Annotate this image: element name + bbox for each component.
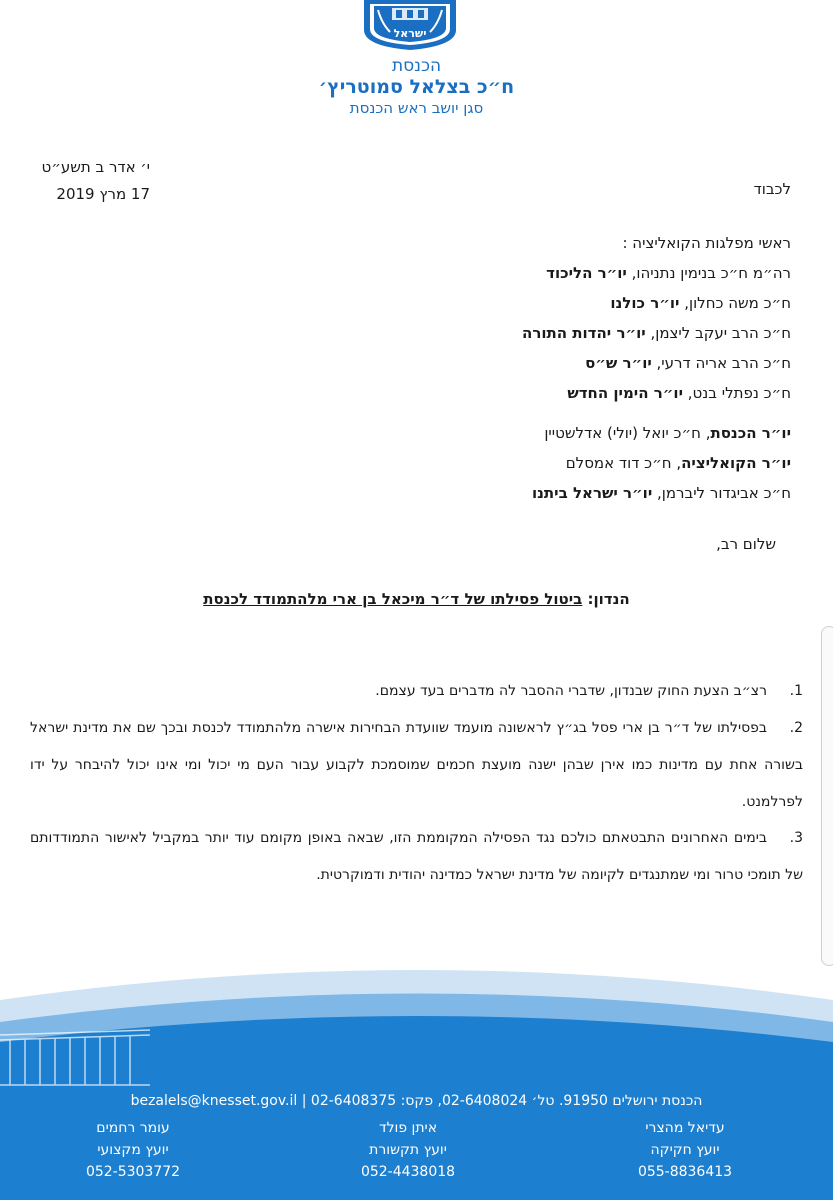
recipient-role: יו״ר יהדות התורה: [522, 324, 646, 342]
mk-role: סגן יושב ראש הכנסת: [349, 99, 484, 117]
knesset-emblem-icon: [356, 0, 464, 50]
staff-name: עדיאל מהצרי: [645, 1120, 725, 1136]
emblem-lettering: ישראל: [393, 27, 427, 40]
hebrew-date: י׳ אדר ב תשע״ט: [41, 158, 150, 176]
org-name: הכנסת: [391, 56, 442, 76]
subject-text: ביטול פסילתו של ד״ר מיכאל בן ארי מלהתמודד לכנסת: [203, 590, 583, 608]
recipient-role: יו״ר הקואליציה: [681, 454, 791, 472]
recipient-line: [191, 348, 791, 378]
recipient-role: יו״ר הימין החדש: [567, 384, 683, 402]
paragraph-text: בימים האחרונים התבטאתם כולכם נגד הפסילה המקוממת הזו, שבאה באופן מקומם עוד יותר במקביל לאישור התמודדותם של תומכי טרור ומי שמתנגדים לקיומה של מדינת ישראל כמדינה יהודית ודמוקרטית.: [30, 830, 803, 883]
staff-role: יועץ תקשורת: [369, 1142, 447, 1158]
subject-label: הנדון:: [582, 590, 630, 608]
footer-contact: הכנסת ירושלים 91950. טל׳ 02-6408024, פקס: 02-6408375 | bezalels@knesset.gov.il: [130, 1093, 703, 1109]
recipient-role: יו״ר ש״ס: [585, 354, 652, 372]
staff-card: [585, 1117, 785, 1183]
recipient-role: יו״ר כולנו: [610, 294, 680, 312]
recipient-name: רה״מ ח״כ בנימין נתניהו,: [626, 264, 791, 282]
staff-role: יועץ מקצועי: [97, 1142, 169, 1158]
recipient-line: [191, 258, 791, 288]
recipient-line: [191, 478, 791, 508]
gregorian-date: 17 מרץ 2019: [56, 185, 150, 203]
letter-footer: [0, 960, 833, 1200]
staff-card: [33, 1117, 233, 1183]
staff-card: [308, 1117, 508, 1183]
recipient-role: יו״ר ישראל ביתנו: [531, 484, 653, 502]
mk-name: ח״כ בצלאל סמוטריץ׳: [318, 76, 515, 98]
staff-role: יועץ חקיקה: [650, 1142, 720, 1158]
paragraph: [30, 820, 803, 894]
recipient-name: ח״כ הרב יעקב ליצמן,: [645, 324, 791, 342]
recipient-name: ח״כ נפתלי בנט,: [683, 384, 791, 402]
paragraph-number: 3.: [789, 830, 803, 846]
subject-line: [0, 590, 833, 608]
paragraph-text: בפסילתו של ד״ר בן ארי פסל בג״ץ לראשונה מועמד שוועדת הבחירות אישרה מלהתמודד לכנסת ובכך שם את מדינת ישראל בשורה אחת עם מדינות כמו אירן שבהן ישנה מועצת חכמים שמוסמכת לקבוע עבור העם מי יכול ומי אינו יכול להיבחר על ידו לפרלמנט.: [30, 720, 803, 810]
recipient-name: , ח״כ דוד אמסלם: [565, 454, 682, 472]
staff-name: עומר רחמים: [96, 1120, 170, 1136]
staff-phone: 055-8836413: [637, 1164, 733, 1180]
staff-phone: 052-5303772: [85, 1164, 181, 1180]
recipient-name: ח״כ הרב אריה דרעי,: [651, 354, 791, 372]
paragraph: [30, 710, 803, 821]
scroll-handle[interactable]: [821, 626, 833, 966]
recipient-line: [191, 378, 791, 408]
recipient-line: [191, 288, 791, 318]
recipient-line: [191, 318, 791, 348]
other-recipients: [191, 418, 791, 508]
recipient-line: [191, 418, 791, 448]
greeting: שלום רב,: [716, 535, 776, 553]
staff-phone: 052-4438018: [360, 1164, 456, 1180]
recipient-role: יו״ר הליכוד: [546, 264, 627, 282]
to-label: לכבוד: [753, 180, 791, 198]
recipient-name: ח״כ משה כחלון,: [679, 294, 791, 312]
staff-name: איתן פולד: [378, 1120, 438, 1136]
paragraph: [30, 673, 803, 710]
paragraph-number: 2.: [789, 720, 803, 736]
paragraph-text: רצ״ב הצעת החוק שבנדון, שדברי ההסבר לה מדברים בעד עצמם.: [375, 683, 767, 699]
paragraph-number: 1.: [789, 683, 803, 699]
recipient-role: יו״ר הכנסת: [710, 424, 791, 442]
recipient-name: , ח״כ יואל (יולי) אדלשטיין: [544, 424, 711, 442]
recipient-line: [191, 448, 791, 478]
recipients-title: ראשי מפלגות הקואליציה :: [622, 234, 791, 252]
recipient-name: ח״כ אביגדור ליברמן,: [652, 484, 791, 502]
coalition-recipients: [191, 228, 791, 408]
